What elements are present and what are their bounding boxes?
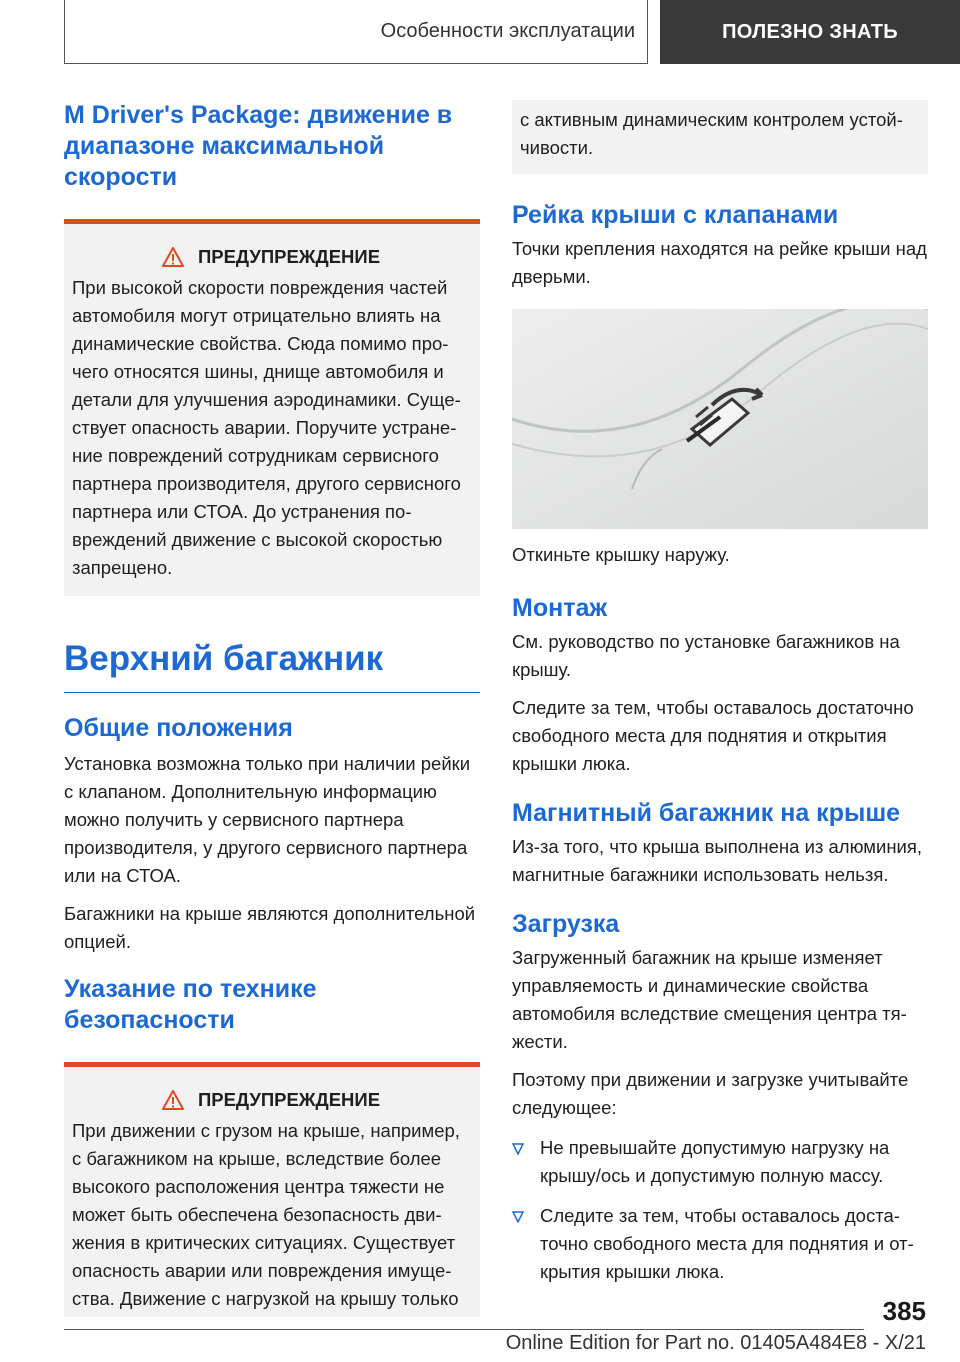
page-number: 385 xyxy=(882,1296,926,1326)
roof-rail-illustration xyxy=(512,309,928,529)
left-column xyxy=(64,100,480,1317)
bullet-text: Не превышайте допустимую нагрузку на крышу/ось и допустимую полную массу. xyxy=(540,1137,890,1186)
drivers-package-title: M Driver's Package: движение в диапазоне максимальной скорости xyxy=(64,101,453,191)
warning-text: При движении с грузом на крыше, например, с багажником на крыше, вследствие более высокого расположения центра тяжести не может быть обеспечена безопасность движения в критических ситуациях. Существует опасность аварии или повреждения имущества. Движение с нагрузкой на крышу только xyxy=(72,1120,460,1309)
magnetic-rack-paragraph: Из-за того, что крыша выполнена из алюминия, магнитные багажники использовать нельзя. xyxy=(512,836,923,885)
mounting-title: Монтаж xyxy=(512,594,608,622)
warning-title-text: ПРЕДУПРЕЖДЕНИЕ xyxy=(197,1089,381,1110)
warning-continuation-text: с активным динамическим контролем устойчивости. xyxy=(520,109,903,158)
safety-title: Указание по технике безопасности xyxy=(64,975,317,1034)
loading-title: Загрузка xyxy=(512,910,620,938)
header-chapter-tab xyxy=(660,0,960,64)
mounting-paragraph-2: Следите за тем, чтобы оставалось достаточно свободного места для поднятия и открытия крышки люка. xyxy=(512,697,914,774)
warning-title-text: ПРЕДУПРЕЖДЕНИЕ xyxy=(197,246,381,267)
mounting-paragraph-1: См. руководство по установке багажников на крышу. xyxy=(512,631,900,680)
warning-triangle-icon xyxy=(162,1090,184,1110)
roof-rail-photo xyxy=(512,309,928,529)
header-section-title xyxy=(64,0,648,64)
warning-text: При высокой скорости повреждения частей автомобиля могут отрицательно влиять на динамические свойства. Сюда помимо прочего относятся шины, днище автомобиля и детали для улучшения аэродинамики. Существует опасность аварии. Поручите устранение повреждений сотрудникам сервисного партнера производителя, другого сервисного партнера или СТОА. До устранения повреждений движение с высокой скоростью запрещено. xyxy=(72,277,461,578)
roof-rail-paragraph: Точки крепления находятся на рейке крыши над дверьми. xyxy=(512,238,927,287)
list-item xyxy=(512,1134,928,1190)
general-paragraph-1: Установка возможна только при наличии рейки с клапаном. Дополнительную информацию можно получить у сервисного партнера производителя, у другого сервисного партнера или на СТОА. xyxy=(64,753,471,886)
magnetic-rack-title: Магнитный багажник на крыше xyxy=(512,799,901,827)
roof-rail-title: Рейка крыши с клапанами xyxy=(512,201,839,229)
warning-box-speed xyxy=(64,219,480,596)
photo-caption: Откиньте крышку наружу. xyxy=(512,544,730,565)
general-paragraph-2: Багажники на крыше являются дополнительной опцией. xyxy=(64,903,476,952)
section-title-text: Особенности эксплуатации xyxy=(380,20,635,42)
chapter-title: Верхний багажник xyxy=(64,638,480,693)
loading-paragraph-1: Загруженный багажник на крыше изменяет управляемость и динамические свойства автомобиля вследствие смещения центра тяжести. xyxy=(512,947,907,1052)
loading-paragraph-2: Поэтому при движении и загрузке учитывайте следующее: xyxy=(512,1069,909,1118)
triangle-bullet-icon xyxy=(512,1143,524,1155)
warning-title xyxy=(72,1089,470,1111)
footer-divider xyxy=(64,1329,864,1330)
loading-bullet-list xyxy=(512,1134,928,1286)
list-item xyxy=(512,1202,928,1286)
bullet-text: Следите за тем, чтобы оставалось достаточно свободного места для поднятия и открытия крышки люка. xyxy=(540,1205,914,1282)
warning-title xyxy=(72,246,470,268)
edition-info: Online Edition for Part no. 01405A484E8 - X/21 xyxy=(505,1332,926,1354)
triangle-bullet-icon xyxy=(512,1211,524,1223)
right-column xyxy=(512,100,928,1286)
warning-triangle-icon xyxy=(162,247,184,267)
general-title: Общие положения xyxy=(64,714,293,742)
warning-continuation-box xyxy=(512,100,928,174)
chapter-tab-text: ПОЛЕЗНО ЗНАТЬ xyxy=(722,20,898,43)
warning-box-load xyxy=(64,1062,480,1317)
